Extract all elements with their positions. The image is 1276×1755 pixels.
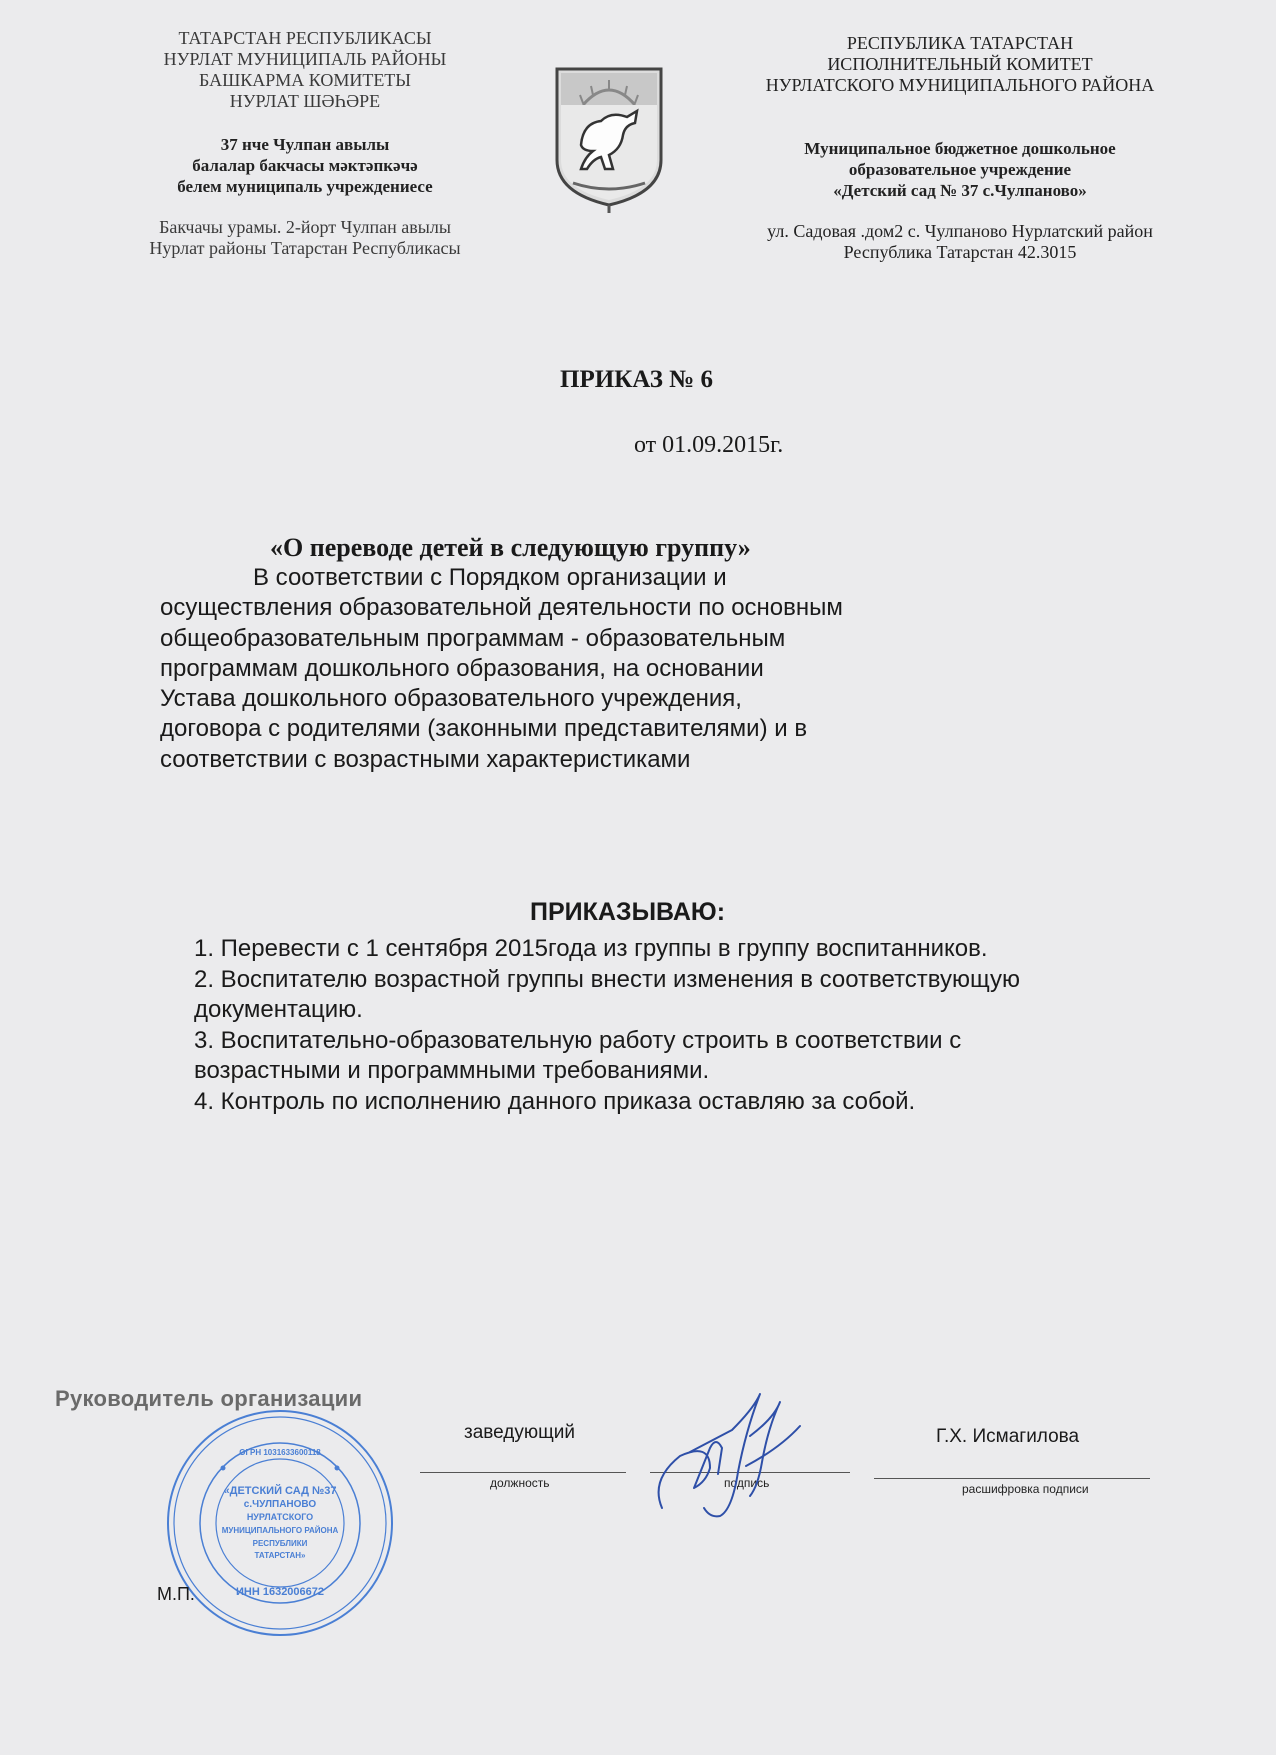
order-item-line: возрастными и программными требованиями. <box>194 1057 710 1084</box>
header-right-address-line: ул. Садовая .дом2 с. Чулпаново Нурлатский район <box>767 221 1153 241</box>
header-right-org-line: «Детский сад № 37 с.Чулпаново» <box>833 181 1087 200</box>
header-right <box>700 33 1220 263</box>
order-word: ПРИКАЗЫВАЮ: <box>530 898 726 926</box>
head-label: Руководитель организации <box>55 1386 363 1411</box>
handwritten-signature <box>650 1390 840 1530</box>
order-date: от 01.09.2015г. <box>634 432 784 458</box>
order-subject: «О переводе детей в следующую группу» <box>270 533 751 562</box>
stamp-center-line: РЕСПУБЛИКИ <box>252 1539 308 1548</box>
seal-mark: М.П. <box>157 1584 195 1604</box>
order-item-line: 3. Воспитательно-образовательную работу строить в соответствии с <box>194 1026 962 1054</box>
order-items <box>194 934 1154 1117</box>
header-left-line: БАШКАРМА КОМИТЕТЫ <box>198 70 412 90</box>
preamble-line: В соответствии с Порядком организации и <box>253 564 727 591</box>
header-left-line: НУРЛАТ ШӘҺӘРЕ <box>229 91 381 111</box>
order-item-line: 1. Перевести с 1 сентября 2015года из группы в группу воспитанников. <box>194 935 988 962</box>
header-left-line: ТАТАРСТАН РЕСПУБЛИКАСЫ <box>178 28 432 48</box>
round-stamp <box>165 1408 395 1638</box>
preamble-line: осуществления образовательной деятельности по основным <box>160 594 843 622</box>
stamp-center-line: МУНИЦИПАЛЬНОГО РАЙОНА <box>221 1526 339 1535</box>
name-caption: расшифровка подписи <box>962 1482 1089 1496</box>
stamp-center-line: «ДЕТСКИЙ САД №37 <box>223 1485 337 1497</box>
preamble-line: Устава дошкольного образовательного учреждения, <box>160 685 742 713</box>
preamble-line: общеобразовательным программам - образовательным <box>160 624 786 652</box>
header-right-line: ИСПОЛНИТЕЛЬНЫЙ КОМИТЕТ <box>827 54 1093 74</box>
header-left-address-line: Нурлат районы Татарстан Республикасы <box>149 238 461 258</box>
header-left-org-line: балалар бакчасы мәктәпкәчә <box>192 156 418 175</box>
header-right-org-line: Муниципальное бюджетное дошкольное <box>804 139 1116 158</box>
header-left-org-line: 37 нче Чулпан авылы <box>220 135 390 154</box>
header-left <box>120 28 490 259</box>
header-right-address-line: Республика Татарстан 42.3015 <box>843 242 1077 262</box>
header-right-line: РЕСПУБЛИКА ТАТАРСТАН <box>846 33 1074 53</box>
signature-caption: подпись <box>724 1476 770 1490</box>
name-line <box>874 1478 1150 1479</box>
stamp-center-line: НУРЛАТСКОГО <box>246 1512 314 1522</box>
preamble-line: договора с родителями (законными представителями) и в <box>160 715 808 743</box>
order-item-line: 4. Контроль по исполнению данного приказа оставляю за собой. <box>194 1087 916 1115</box>
preamble-line: соответствии с возрастными характеристиками <box>160 745 691 773</box>
header-left-address-line: Бакчачы урамы. 2-йорт Чулпан авылы <box>159 217 451 237</box>
order-item-line: 2. Воспитателю возрастной группы внести изменения в соответствующую <box>194 965 1021 993</box>
order-title: ПРИКАЗ № 6 <box>560 366 714 393</box>
position-caption: должность <box>490 1476 550 1490</box>
coat-of-arms-icon <box>553 65 665 215</box>
preamble <box>160 563 920 775</box>
stamp-center-line: ТАТАРСТАН» <box>254 1551 306 1560</box>
order-item-line: документацию. <box>194 996 363 1023</box>
name-value: Г.Х. Исмагилова <box>936 1426 1080 1447</box>
stamp-ogrn: ОГРН 1031633600118 <box>239 1448 321 1457</box>
header-left-org-line: белем муниципаль учреждениесе <box>177 177 433 196</box>
preamble-line: программам дошкольного образования, на основании <box>160 654 764 682</box>
header-right-org-line: образовательное учреждение <box>848 160 1072 179</box>
header-left-line: НУРЛАТ МУНИЦИПАЛЬ РАЙОНЫ <box>163 49 447 69</box>
position-line <box>420 1472 626 1473</box>
position-value: заведующий <box>464 1422 576 1443</box>
stamp-center-line: с.ЧУЛПАНОВО <box>243 1499 317 1510</box>
stamp-inn: ИНН 1632006672 <box>235 1586 325 1598</box>
header-right-line: НУРЛАТСКОГО МУНИЦИПАЛЬНОГО РАЙОНА <box>765 75 1155 95</box>
